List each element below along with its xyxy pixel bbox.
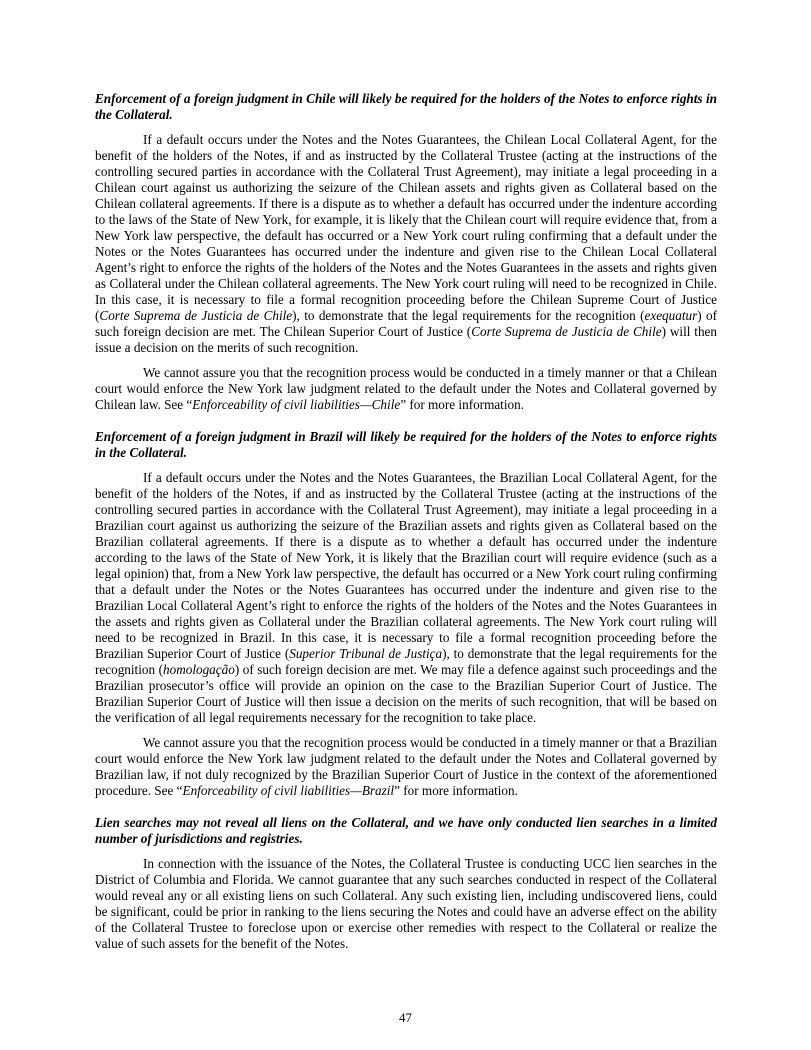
section-heading-brazil-enforcement: Enforcement of a foreign judgment in Brazil will likely be required for the holders of the Notes to enforce rights in the Collateral. [95,429,717,460]
paragraph-brazil-default-process: If a default occurs under the Notes and the Notes Guarantees, the Brazilian Local Collateral Agent, for the benefit of the holders of the Notes, if and as instructed by the Collateral Trustee (acting at the instructions of the controlling secured parties in accordance with the Collateral Trust Agreement), may initiate a legal proceeding in a Brazilian court against us authorizing the seizure of the Brazilian assets and rights given as Collateral based on the Brazilian collateral agreements. If there is a dispute as to whether a default has occurred under the indenture according to the laws of the State of New York, it is likely that the Brazilian court will require evidence (such as a legal opinion) that, from a New York law perspective, the default has occurred or a New York court ruling confirming that a default under the Notes or the Notes Guarantees has occurred under the indenture and given rise to the Brazilian Local Collateral Agent’s right to enforce the rights of the holders of the Notes and the Notes Guarantees in the assets and rights given as Collateral under the Brazilian collateral agreements. The New York court ruling will need to be recognized in Brazil. In this case, it is necessary to file a formal recognition proceeding before the Brazilian Superior Court of Justice (Superior Tribunal de Justiça), to demonstrate that the legal requirements for the recognition (homologação) of such foreign decision are met. We may file a defence against such proceedings and the Brazilian prosecutor’s office will provide an opinion on the case to the Brazilian Superior Court of Justice. The Brazilian Superior Court of Justice will then issue a decision on the merits of such recognition, that will be based on the verification of all legal requirements necessary for the recognition to take place. [95,470,717,725]
paragraph-chile-default-process: If a default occurs under the Notes and the Notes Guarantees, the Chilean Local Collateral Agent, for the benefit of the holders of the Notes, if and as instructed by the Collateral Trustee (acting at the instructions of the controlling secured parties in accordance with the Collateral Trust Agreement), may initiate a legal proceeding in a Chilean court against us authorizing the seizure of the Chilean assets and rights given as Collateral based on the Chilean collateral agreements. If there is a dispute as to whether a default has occurred under the indenture according to the laws of the State of New York, for example, it is likely that the Chilean court will require evidence that, from a New York law perspective, the default has occurred or a New York court ruling confirming that a default under the Notes or the Notes Guarantees has occurred under the indenture and given rise to the Chilean Local Collateral Agent’s right to enforce the rights of the holders of the Notes and the Notes Guarantees in the assets and rights given as Collateral under the Chilean collateral agreements. The New York court ruling will need to be recognized in Chile. In this case, it is necessary to file a formal recognition proceeding before the Chilean Supreme Court of Justice (Corte Suprema de Justicia de Chile), to demonstrate that the legal requirements for the recognition (exequatur) of such foreign decision are met. The Chilean Superior Court of Justice (Corte Suprema de Justicia de Chile) will then issue a decision on the merits of such recognition. [95,132,717,355]
paragraph-lien-searches: In connection with the issuance of the Notes, the Collateral Trustee is conducting UCC lien searches in the District of Columbia and Florida. We cannot guarantee that any such searches conducted in respect of the Collateral would reveal any or all existing liens on such Collateral. Any such existing lien, including undiscovered liens, could be significant, could be prior in ranking to the liens securing the Notes and could have an adverse effect on the ability of the Collateral Trustee to foreclose upon or exercise other remedies with respect to the Collateral or realize the value of such assets for the benefit of the Notes. [95,856,717,951]
paragraph-brazil-no-assurance: We cannot assure you that the recognition process would be conducted in a timely manner or that a Brazilian court would enforce the New York law judgment related to the default under the Notes and Collateral governed by Brazilian law, if not duly recognized by the Brazilian Superior Court of Justice in the context of the aforementioned procedure. See “Enforceability of civil liabilities—Brazil” for more information. [95,735,717,798]
paragraph-chile-no-assurance: We cannot assure you that the recognition process would be conducted in a timely manner or that a Chilean court would enforce the New York law judgment related to the default under the Notes and Collateral governed by Chilean law. See “Enforceability of civil liabilities—Chile” for more information. [95,365,717,412]
page-content [95,91,717,961]
page-number: 47 [399,1010,412,1025]
section-heading-chile-enforcement: Enforcement of a foreign judgment in Chile will likely be required for the holders of the Notes to enforce rights in the Collateral. [95,91,717,122]
section-heading-lien-searches: Lien searches may not reveal all liens on the Collateral, and we have only conducted lien searches in a limited number of jurisdictions and registries. [95,815,717,846]
